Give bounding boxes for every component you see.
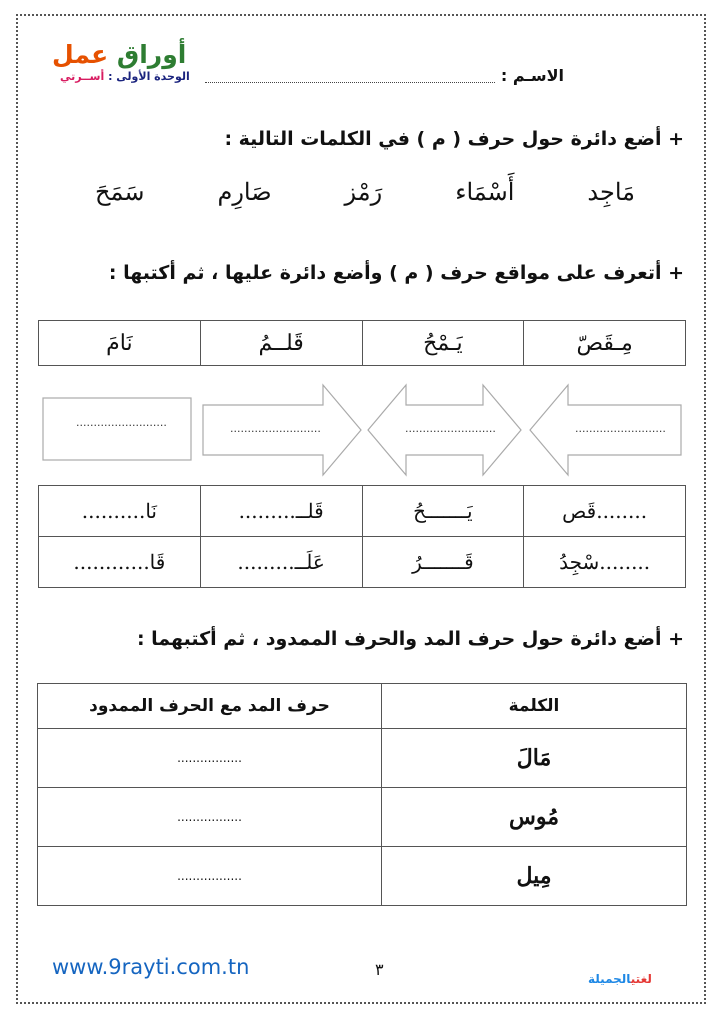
page-number: ٣ xyxy=(375,960,384,979)
word-cell[interactable]: مَالَ xyxy=(381,729,686,788)
blank-box xyxy=(43,398,191,460)
table-row xyxy=(38,788,687,847)
section2-word-table xyxy=(38,320,686,366)
word-cell[interactable]: مُوس xyxy=(381,788,686,847)
section3-table xyxy=(37,683,687,906)
table-cell[interactable]: قَلــ......... xyxy=(200,486,362,537)
table-cell[interactable]: ........قَص xyxy=(524,486,686,537)
arrow-blank[interactable]: .......................... xyxy=(230,422,321,435)
section2-fill-table xyxy=(38,485,686,588)
arrow-blank[interactable]: .......................... xyxy=(405,422,496,435)
answer-cell[interactable]: ................. xyxy=(38,729,382,788)
answer-cell[interactable]: ................. xyxy=(38,788,382,847)
word-item[interactable]: مَاجِد xyxy=(587,178,635,206)
logo-subtitle xyxy=(60,70,190,83)
arrow-blank[interactable]: .......................... xyxy=(575,422,666,435)
table-cell[interactable]: ........سْجِدُ xyxy=(524,537,686,588)
table-cell[interactable]: قَا............ xyxy=(39,537,201,588)
table-cell[interactable]: يَـــــــحُ xyxy=(362,486,524,537)
brand-word-1: لغتي xyxy=(630,972,652,986)
name-label: الاسـم : xyxy=(500,66,564,85)
table-cell[interactable]: قَلــمُ xyxy=(200,321,362,366)
logo-word-2: عمل xyxy=(52,40,109,69)
word-item[interactable]: رَمْز xyxy=(344,178,383,206)
section1-heading: + أضع دائرة حول حرف ( م ) في الكلمات التالية : xyxy=(224,128,684,150)
word-item[interactable]: أَسْمَاء xyxy=(455,178,515,206)
table-cell[interactable]: يَـمْحُ xyxy=(362,321,524,366)
section1-words xyxy=(95,178,635,206)
table-header-row xyxy=(38,684,687,729)
column-header-word: الكلمة xyxy=(381,684,686,729)
brand-logo xyxy=(588,972,652,986)
table-cell[interactable]: قَـــــــرُ xyxy=(362,537,524,588)
unit-label: الوحدة الأولى : xyxy=(108,70,190,83)
word-cell[interactable]: مِيل xyxy=(381,847,686,906)
section3-heading: + أضع دائرة حول حرف المد والحرف الممدود ، ثم أكتبهما : xyxy=(136,628,684,650)
unit-title: أســرتي xyxy=(60,70,105,83)
word-item[interactable]: سَمَحَ xyxy=(95,178,145,206)
logo-word-1: أوراق xyxy=(116,40,187,69)
arrow-blank[interactable]: .......................... xyxy=(76,416,167,429)
word-item[interactable]: صَارِم xyxy=(217,178,272,206)
table-cell[interactable]: مِـقَصّ xyxy=(524,321,686,366)
table-cell[interactable]: عَلَــ......... xyxy=(200,537,362,588)
table-row xyxy=(39,486,686,537)
table-row xyxy=(38,847,687,906)
website-link[interactable]: www.9rayti.com.tn xyxy=(52,955,250,979)
name-field[interactable] xyxy=(205,82,495,83)
table-row xyxy=(39,537,686,588)
logo xyxy=(52,40,186,69)
section2-heading: + أتعرف على مواقع حرف ( م ) وأضع دائرة عليها ، ثم أكتبها : xyxy=(108,262,684,284)
answer-cell[interactable]: ................. xyxy=(38,847,382,906)
table-row xyxy=(38,729,687,788)
column-header-answer: حرف المد مع الحرف الممدود xyxy=(38,684,382,729)
table-cell[interactable]: نَا.......... xyxy=(39,486,201,537)
brand-word-2: الجميلة xyxy=(588,972,631,986)
table-cell[interactable]: نَامَ xyxy=(39,321,201,366)
